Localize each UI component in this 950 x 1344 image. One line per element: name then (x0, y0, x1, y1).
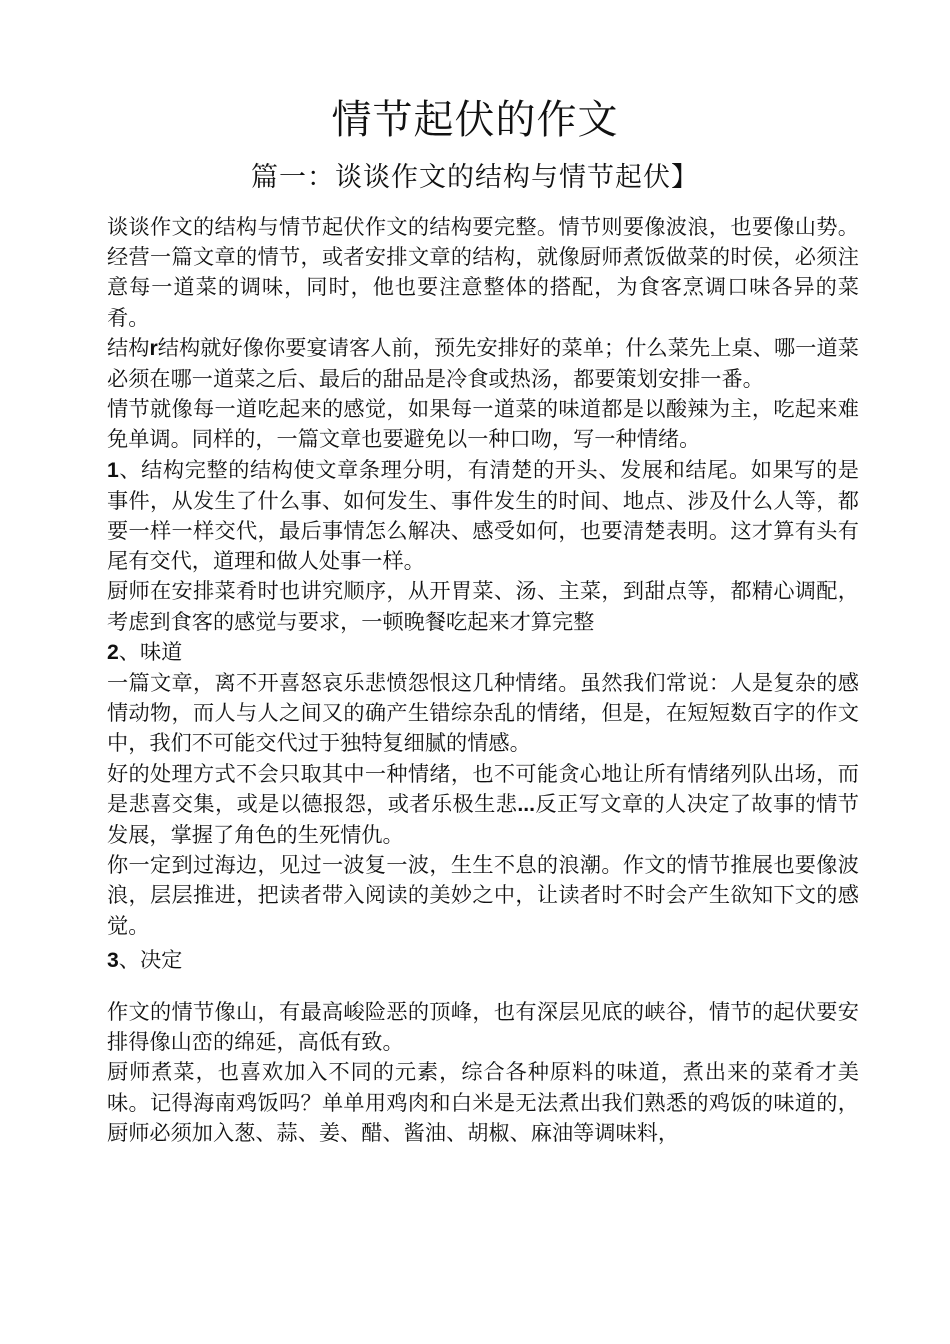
paragraph-11 (107, 997, 859, 1057)
paragraph-12 (107, 1057, 859, 1148)
section-number: 1 (107, 458, 119, 482)
paragraph-3 (107, 394, 859, 454)
document-subtitle: 篇一：谈谈作文的结构与情节起伏】 (251, 162, 699, 193)
paragraph-text: 好的处理方式不会只取其中一种情绪，也不可能贪心地让所有情绪列队出场，而是悲喜交集，或是以德报怨，或者乐极生悲 (107, 760, 859, 816)
paragraph-text: 厨师煮菜，也喜欢加入不同的元素，综合各种原料的味道，煮出来的菜肴才美味。记得海南鸡饭吗？单单用鸡肉和白米是无法煮出我们熟悉的鸡饭的味道的，厨师必须加入葱、蒜、姜、醋、酱油、胡椒、麻油等调味料， (107, 1059, 859, 1145)
paragraph-text: 、结构完整的结构使文章条理分明，有清楚的开头、发展和结尾。如果写的是事件，从发生了什么事、如何发生、事件发生的时间、地点、涉及什么人等，都要一样一样交代，最后事情怎么解决、感受如何，也要清楚表明。这才算有头有尾有交代，道理和做人处事一样。 (107, 456, 859, 574)
section-number: 3 (107, 948, 119, 972)
document-title: 情节起伏的作文 (331, 97, 619, 143)
section-heading-text: 、味道 (118, 638, 183, 664)
paragraph-9 (107, 850, 859, 941)
ellipsis: ... (517, 792, 536, 816)
paragraph-8 (107, 759, 859, 851)
paragraph-2 (107, 333, 859, 394)
section-heading-3 (107, 945, 859, 976)
paragraph-text: 作文的情节像山，有最高峻险恶的顶峰，也有深层见底的峡谷，情节的起伏要安排得像山峦的绵延，高低有致。 (107, 999, 859, 1055)
paragraph-text: 结构就好像你要宴请客人前，预先安排好的菜单；什么菜先上桌、哪一道菜必须在哪一道菜之后、最后的甜品是冷食或热汤，都要策划安排一番。 (107, 334, 859, 392)
paragraph-text: 情节就像每一道吃起来的感觉，如果每一道菜的味道都是以酸辣为主，吃起来难免单调。同样的，一篇文章也要避免以一种口吻，写一种情绪。 (107, 396, 859, 452)
paragraph-lead: 结构 (107, 334, 150, 360)
paragraph-text: 一篇文章，离不开喜怒哀乐悲愤怨恨这几种情绪。虽然我们常说：人是复杂的感情动物，而人与人之间又的确产生错综杂乱的情绪，但是，在短短数百字的作文中，我们不可能交代过于独特复细腻的情感。 (107, 670, 859, 756)
document-body (107, 212, 859, 1148)
section-number: 2 (107, 640, 119, 664)
paragraph-mark: r (149, 336, 158, 360)
section-heading-2 (107, 637, 859, 668)
paragraph-text: 厨师在安排菜肴时也讲究顺序，从开胃菜、汤、主菜，到甜点等，都精心调配，考虑到食客的感觉与要求，一顿晚餐吃起来才算完整 (107, 578, 859, 634)
paragraph-5 (107, 576, 859, 636)
paragraph-tail: 反正写文章的人决定了故事的情节发展，掌握了角色的生死情仇。 (107, 790, 859, 848)
section-heading-text: 、决定 (118, 946, 183, 972)
paragraph-1 (107, 212, 859, 333)
paragraph-text: 你一定到过海边，见过一波复一波，生生不息的浪潮。作文的情节推展也要像波浪，层层推进，把读者带入阅读的美妙之中，让读者时不时会产生欲知下文的感觉。 (107, 852, 859, 938)
paragraph-text: 谈谈作文的结构与情节起伏作文的结构要完整。情节则要像波浪，也要像山势。经营一篇文章的情节，或者安排文章的结构，就像厨师煮饭做菜的时侯，必须注意每一道菜的调味，同时，他也要注意整体的搭配，为食客烹调口味各异的菜肴。 (107, 214, 859, 330)
paragraph-7 (107, 668, 859, 759)
paragraph-4 (107, 455, 859, 577)
